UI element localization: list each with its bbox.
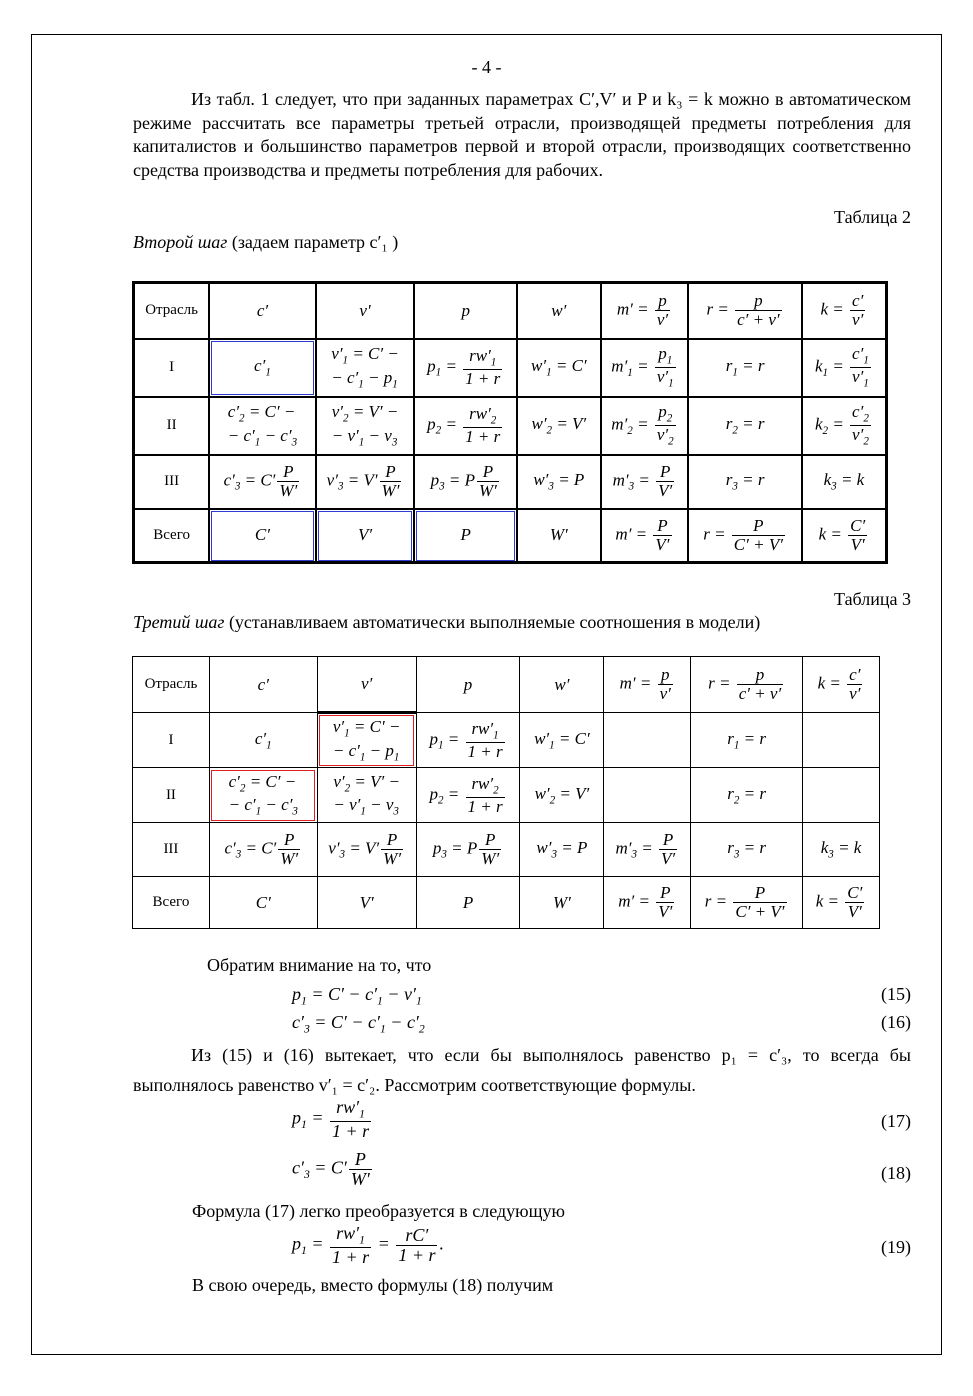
eq-number-17: (17) [881,1111,911,1131]
table3-step: Третий шаг (устанавливаем автоматически выполняемые соотношения в модели) [133,612,761,632]
row-label-total: Всего [133,877,210,929]
row-label-2: II [133,768,210,823]
equation-19: $p_1$ = $\frac{rw'_1}{1 + r}$ = $\frac{rC'}{1 + r}$ . [292,1223,444,1267]
page-number: - 4 - [471,57,502,77]
row-label-2: II [134,397,210,455]
row-label-3: III [133,823,210,877]
table-3: Отрасль c′ v′ p w′ m′ = $\frac{p}{v'}$ r = $\frac{p}{c' + v'}$ k = $\frac{c'}{v'}$ I $c'_1$ $v'_1 = C'$ − − $c'_1 - p_1$ $p_1$ = $\frac{rw'_1}{1 + r}$ $w'_1 = C'$ $r_1 = r$ II $c'_2 = C'$ − − $c'_1 - c'_3$ $v'_2 = V'$ − − $v'_1 - v_3$ $p_2$ = $\frac{rw'_2}{1 + r}$ $w'_2 = V'$ $r_2 = r$ III $c'_3 = C'$ $\frac{P}{W'}$ $v'_3 = V'$ $\frac{P}{W'}$ $p_3 = P$ $\frac{P}{W'}$ $w'_3 = P$ $m'_3$ = $\frac{P}{V'}$ $r_3 = r$ $k_3 = k$ Всего C′ V′ P W′ m′ = $\frac{P}{V'}$ r = $\frac{P}{C' + V'}$ k = $\frac{C'}{V'}$ [132,656,880,929]
table2-caption: Таблица 2 [834,207,911,227]
eq-number-15: (15) [881,984,911,1004]
text-last: В свою очередь, вместо формулы (18) получим [192,1275,554,1295]
equation-16: $c'_3 = C' - c'_1 - c'_2$ [292,1012,425,1036]
text-note: Обратим внимание на то, что [207,955,432,975]
paragraph-intro: Из табл. 1 следует, что при заданных параметрах C′,V′ и P и k₃ = k можно в автоматическом режиме рассчитать все параметры третьей отрасли, производящей предметы потребления для капиталистов и большинство параметров первой и второй отрасли, производящих соответственно средства производства и предметы потребления для рабочих. [133,89,911,180]
paragraph-derivation: Из (15) и (16) вытекает, что если бы выполнялось равенство p₁ = c′₃, то всегда бы выполнялось равенство v′₁ = c′₂. Рассмотрим соответствующие формулы. [133,1045,911,1095]
eq-number-16: (16) [881,1012,911,1032]
row-label-1: I [134,339,210,397]
eq-number-18: (18) [881,1163,911,1183]
table2-step: Второй шаг (задаем параметр c′₁ ) [133,232,399,252]
header-industry: Отрасль [133,657,210,713]
eq-number-19: (19) [881,1237,911,1257]
text-formula17: Формула (17) легко преобразуется в следующую [192,1201,565,1221]
equation-17: $p_1$ = $\frac{rw'_1}{1 + r}$ [292,1097,370,1141]
table-2: Отрасль c′ v′ p w′ m′ = $\frac{p}{v'}$ r = $\frac{p}{c' + v'}$ k = $\frac{c'}{v'}$ I $c'_1$ $v'_1 = C'$ − − $c'_1 - p_1$ $p_1$ = $\frac{rw'_1}{1 + r}$ $w'_1 = C'$ $m'_1$ = $\frac{p_1}{v'_1}$ $r_1 = r$ $k_1$ = $\frac{c'_1}{v'_1}$ II $c'_2 = C'$ − − $c'_1 - c'_3$ $v'_2 = V'$ − − $v'_1 - v_3$ $p_2$ = $\frac{rw'_2}{1 + r}$ $w'_2 = V'$ $m'_2$ = $\frac{p_2}{v'_2}$ $r_2 = r$ $k_2$ = $\frac{c'_2}{v'_2}$ III $c'_3 = C'$ $\frac{P}{W'}$ $v'_3 = V'$ $\frac{P}{W'}$ $p_3 = P$ $\frac{P}{W'}$ $w'_3 = P$ $m'_3$ = $\frac{P}{V'}$ $r_3 = r$ $k_3 = k$ Всего C′ V′ P W′ m′ = $\frac{P}{V'}$ r = $\frac{P}{C' + V'}$ k = $\frac{C'}{V'}$ [132,281,888,564]
equation-15: $p_1 = C' - c'_1 - v'_1$ [292,984,422,1008]
header-industry: Отрасль [134,283,210,339]
equation-18: $c'_3 = C'$ $\frac{P}{W'}$ [292,1149,370,1189]
row-label-3: III [134,455,210,509]
row-label-total: Всего [134,509,210,563]
table3-caption: Таблица 3 [834,589,911,609]
row-label-1: I [133,713,210,768]
